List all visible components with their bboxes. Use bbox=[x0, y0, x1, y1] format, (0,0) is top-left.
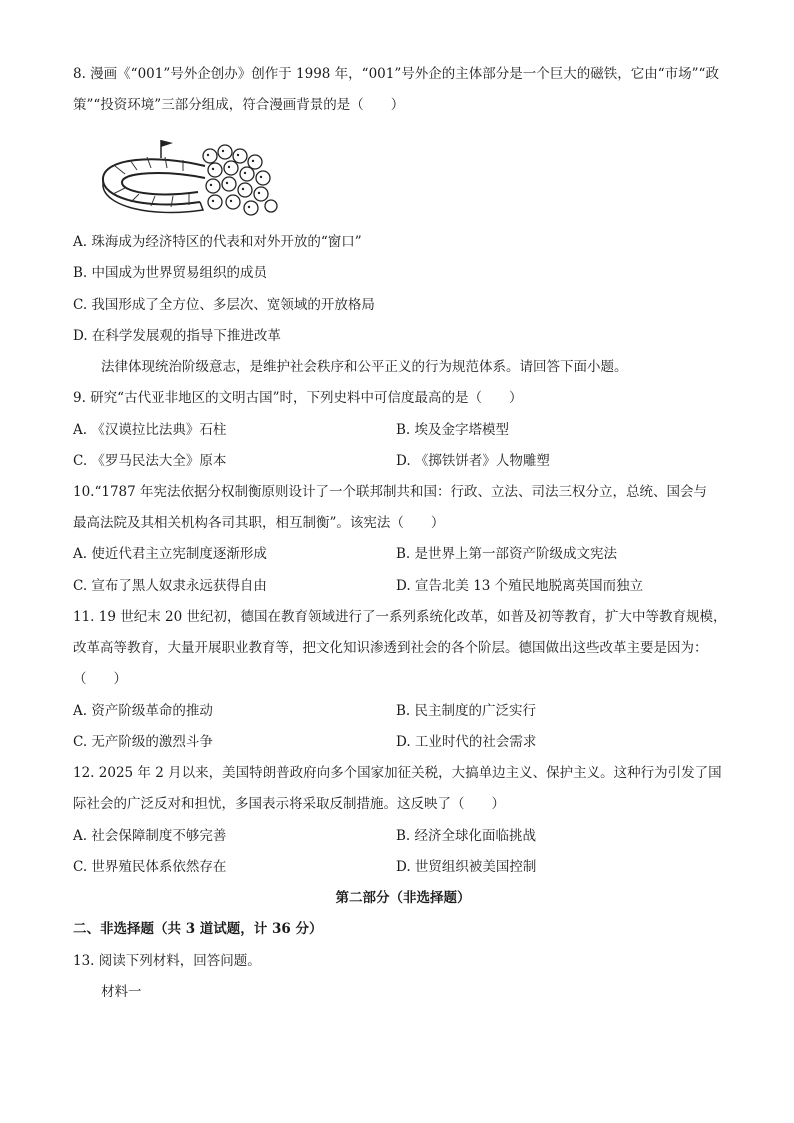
q11-option-c: C. 无产阶级的激烈斗争 bbox=[73, 734, 213, 750]
q9-option-c: C. 《罗马民法大全》原本 bbox=[73, 453, 227, 469]
q11-option-a: A. 资产阶级革命的推动 bbox=[73, 703, 213, 719]
q8-option-a: A. 珠海成为经济特区的代表和对外开放的“窗口” bbox=[73, 234, 362, 250]
q12-option-b: B. 经济全球化面临挑战 bbox=[396, 828, 537, 844]
q11-option-b: B. 民主制度的广泛实行 bbox=[396, 703, 537, 719]
q10-option-a: A. 使近代君主立宪制度逐渐形成 bbox=[73, 546, 267, 562]
q10-stem-line2: 最高法院及其相关机构各司其职，相互制衡”。该宪法（ ） bbox=[73, 515, 445, 531]
q11-stem-line3: （ ） bbox=[73, 671, 127, 687]
q12-option-d: D. 世贸组织被美国控制 bbox=[396, 859, 537, 875]
q12-option-c: C. 世界殖民体系依然存在 bbox=[73, 859, 227, 875]
q8-stem-line2: 策”“投资环境”三部分组成，符合漫画背景的是（ ） bbox=[73, 97, 405, 113]
q10-option-b: B. 是世界上第一部资产阶级成文宪法 bbox=[396, 546, 618, 562]
q10-stem-line1: 10.“1787 年宪法依据分权制衡原则设计了一个联邦制共和国：行政、立法、司法三权分立，总统、国会与 bbox=[73, 484, 708, 500]
q11-option-d: D. 工业时代的社会需求 bbox=[396, 734, 537, 750]
q9-stem: 9. 研究“古代亚非地区的文明古国”时，下列史料中可信度最高的是（ ） bbox=[73, 390, 523, 406]
q9-option-a: A. 《汉谟拉比法典》石柱 bbox=[73, 422, 227, 438]
q10-option-c: C. 宣布了黑人奴隶永远获得自由 bbox=[73, 578, 267, 594]
q10-option-d: D. 宣告北美 13 个殖民地脱离英国而独立 bbox=[396, 578, 644, 594]
q12-stem-line2: 际社会的广泛反对和担忧，多国表示将采取反制措施。这反映了（ ） bbox=[73, 796, 505, 812]
q8-stem-line1: 8. 漫画《“001”号外企创办》创作于 1998 年，“001”号外企的主体部分是一个巨大的磁铁，它由“市场”“政 bbox=[73, 66, 719, 82]
section2-title: 二、非选择题（共 3 道试题，计 36 分） bbox=[73, 921, 323, 937]
q8-option-b: B. 中国成为世界贸易组织的成员 bbox=[73, 265, 268, 281]
law-intro-text: 法律体现统治阶级意志，是维护社会秩序和公平正义的行为规范体系。请回答下面小题。 bbox=[101, 359, 628, 375]
q13-stem: 13. 阅读下列材料，回答问题。 bbox=[73, 953, 261, 969]
q9-option-b: B. 埃及金字塔模型 bbox=[396, 422, 510, 438]
q8-option-d: D. 在科学发展观的指导下推进改革 bbox=[73, 328, 281, 344]
magnet-cartoon-image bbox=[95, 136, 285, 226]
q12-stem-line1: 12. 2025 年 2 月以来，美国特朗普政府向多个国家加征关税，大搞单边主义、保护主义。这种行为引发了国 bbox=[73, 765, 722, 781]
q13-material-label: 材料一 bbox=[101, 984, 142, 1000]
q8-option-c: C. 我国形成了全方位、多层次、宽领域的开放格局 bbox=[73, 297, 375, 313]
q12-option-a: A. 社会保障制度不够完善 bbox=[73, 828, 227, 844]
q11-stem-line2: 改革高等教育，大量开展职业教育等，把文化知识渗透到社会的各个阶层。德国做出这些改革主要是因为： bbox=[73, 640, 708, 656]
q11-stem-line1: 11. 19 世纪末 20 世纪初，德国在教育领域进行了一系列系统化改革，如普及初等教育，扩大中等教育规模， bbox=[73, 609, 727, 625]
q9-option-d: D. 《掷铁饼者》人物雕塑 bbox=[396, 453, 550, 469]
part2-title: 第二部分（非选择题） bbox=[335, 890, 471, 906]
